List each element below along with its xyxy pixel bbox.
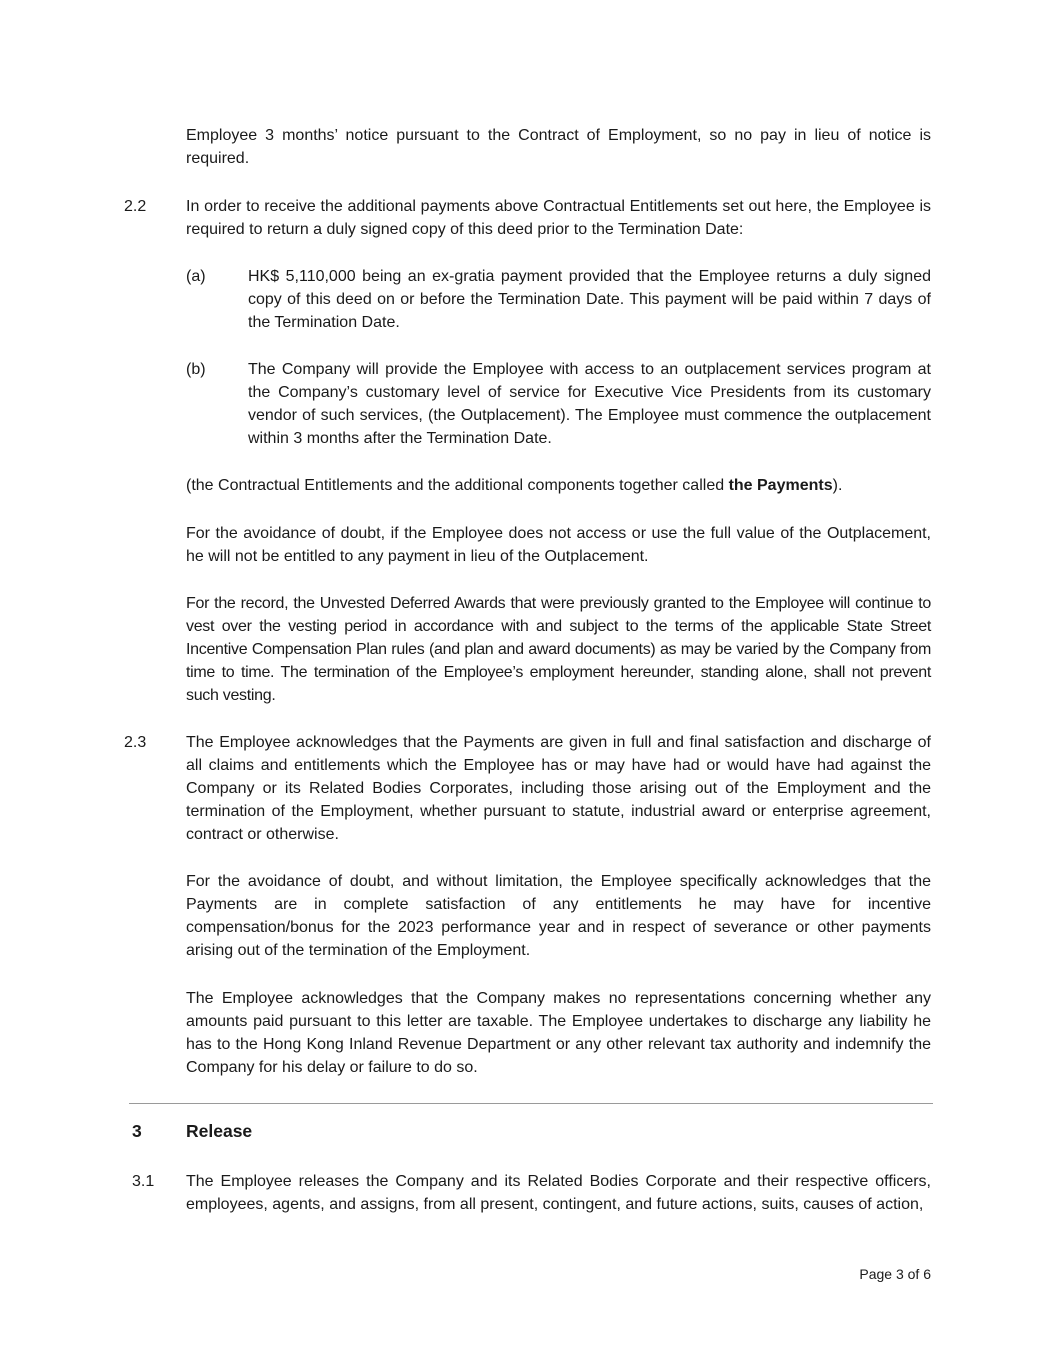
- clause-number-3-1: 3.1: [132, 1173, 155, 1190]
- item-b-text: The Company will provide the Employee with access to an outplacement services program at the Company’s customary level of service for Executive Vice Presidents from its customary vendor of such services, (the Outplacement). The Employee must commence the outplacement within 3 months after the Termination Date.: [248, 361, 931, 447]
- outplacement-avoidance: For the avoidance of doubt, if the Employee does not access or use the full value of the Outplacement, he will not be entitled to any payment in lieu of the Outplacement.: [186, 525, 931, 565]
- clause-2-3-text: The Employee acknowledges that the Payments are given in full and final satisfaction and discharge of all claims and entitlements which the Employee has or may have had or would have had against the Company or its Related Bodies Corporates, including those arising out of the Employment and the termination of the Employment, whether pursuant to statute, industrial award or enterprise agreement, contract or otherwise.: [186, 734, 931, 843]
- payments-term: the Payments: [728, 477, 833, 494]
- clause-2-2-text: In order to receive the additional payments above Contractual Entitlements set out here, the Employee is required to return a duly signed copy of this deed prior to the Termination Date:: [186, 198, 931, 238]
- section-title-release: Release: [186, 1121, 253, 1141]
- item-b-label: (b): [186, 361, 206, 378]
- item-a-text: HK$ 5,110,000 being an ex-gratia payment provided that the Employee returns a duly signed copy of this deed on or before the Termination Date. This payment will be paid within 7 days of the Termination Date.: [248, 268, 931, 331]
- deferred-awards-record: For the record, the Unvested Deferred Awards that were previously granted to the Employee will continue to vest over the vesting period in accordance with and subject to the terms of the applicable State Street Incentive Compensation Plan rules (and plan and award documents) as may be varied by the Company from time to time. The termination of the Employee’s employment hereunder, standing alone, shall not prevent such vesting.: [186, 595, 931, 704]
- bonus-avoidance: For the avoidance of doubt, and without limitation, the Employee specifically acknowledges that the Payments are in complete satisfaction of any entitlements he may have for incentive compensation/bonus for the 2023 performance year and in respect of severance or other payments arising out of the termination of the Employment.: [186, 873, 931, 959]
- page-number: Page 3 of 6: [859, 1266, 931, 1282]
- section-divider: [129, 1103, 933, 1104]
- clause-3-1-text: The Employee releases the Company and its Related Bodies Corporate and their respective officers, employees, agents, and assigns, from all present, contingent, and future actions, suits, causes of action,: [186, 1173, 931, 1213]
- section-number-3: 3: [132, 1121, 142, 1141]
- clause-number-2-3: 2.3: [124, 734, 147, 751]
- payments-definition: [186, 474, 931, 497]
- clause-number-2-2: 2.2: [124, 198, 147, 215]
- item-a-label: (a): [186, 268, 206, 285]
- payments-post: ).: [832, 477, 843, 494]
- continued-paragraph: Employee 3 months’ notice pursuant to the Contract of Employment, so no pay in lieu of notice is required.: [186, 127, 931, 167]
- tax-acknowledgement: The Employee acknowledges that the Company makes no representations concerning whether any amounts paid pursuant to this letter are taxable. The Employee undertakes to discharge any liability he has to the Hong Kong Inland Revenue Department or any other relevant tax authority and indemnify the Company for his delay or failure to do so.: [186, 990, 931, 1076]
- payments-pre: (the Contractual Entitlements and the additional components together called: [186, 477, 729, 494]
